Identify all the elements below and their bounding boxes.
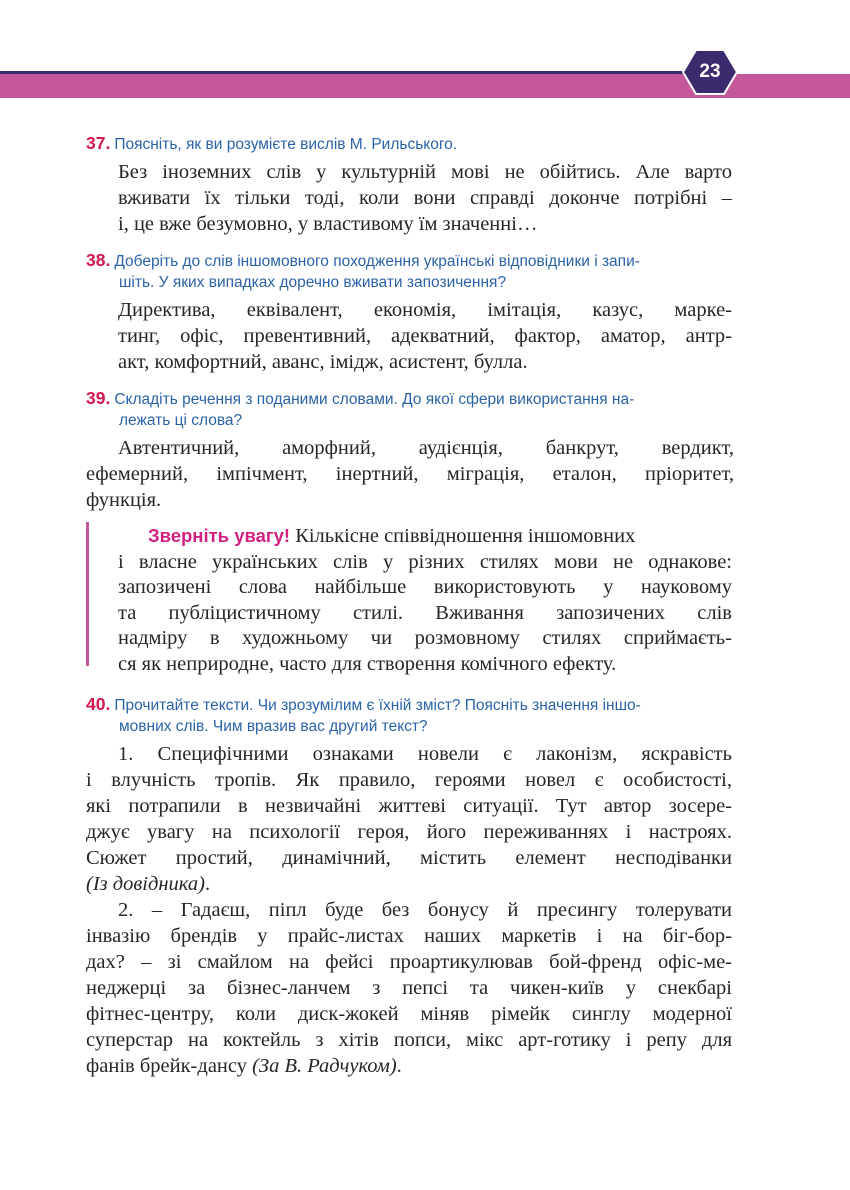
task-40-text-2 bbox=[86, 897, 732, 1079]
task-38-words bbox=[118, 297, 732, 375]
task-prompt-line: Прочитайте тексти. Чи зрозумілим є їхній зміст? Поясніть значення іншо- bbox=[114, 697, 641, 714]
task-39-words bbox=[86, 435, 734, 513]
task-40-text-1 bbox=[86, 741, 732, 897]
task-40-prompt bbox=[86, 694, 734, 737]
text-line: 1. Специфічними ознаками новели є лаконізм, яскравість bbox=[118, 743, 732, 765]
note-line: та публіцистичному стилі. Вживання запозичених слів bbox=[118, 601, 732, 624]
attention-heading: Зверніть увагу! bbox=[148, 525, 291, 546]
word-line: ефемерний, імпічмент, інертний, міграція, еталон, пріоритет, bbox=[86, 463, 734, 485]
task-prompt-line: мовних слів. Чим вразив вас другий текст? bbox=[119, 718, 428, 735]
task-prompt-line: лежать ці слова? bbox=[119, 412, 243, 429]
task-number: 37. bbox=[86, 133, 111, 153]
quote-line: вживати їх тільки тоді, коли вони справді доконче потрібні – bbox=[118, 187, 732, 209]
note-line: запозичені слова найбільше використовують у науковому bbox=[118, 576, 732, 598]
text-line: які потрапили в незвичайні життеві ситуації. Тут автор зосере- bbox=[86, 795, 732, 817]
text-line: суперстар на коктейль з хітів попси, мікс арт-готику і репу для bbox=[86, 1029, 732, 1051]
text-line: джує увагу на психології героя, його переживаннях і настроях. bbox=[86, 821, 732, 843]
note-line: ся як неприродне, часто для створення комічного ефекту. bbox=[118, 652, 617, 675]
text-line-end: . bbox=[204, 873, 211, 895]
task-38-prompt bbox=[86, 250, 734, 293]
page-number: 23 bbox=[699, 61, 721, 82]
text-line: фітнес-центру, коли диск-жокей міняв рімейк синглу модерної bbox=[86, 1003, 732, 1025]
task-37-prompt bbox=[86, 133, 734, 155]
text-source: (Із довідника) bbox=[86, 873, 205, 895]
task-number: 39. bbox=[86, 388, 111, 408]
text-line: неджерці за бізнес-ланчем з пепсі та чикен-київ у снекбарі bbox=[86, 977, 732, 999]
note-line: надміру в художньому чи розмовному стилях сприймаєть- bbox=[118, 627, 732, 649]
text-line: Сюжет простий, динамічний, містить елемент несподіванки bbox=[86, 847, 732, 869]
word-line: Автентичний, аморфний, аудієнція, банкрут, вердикт, bbox=[118, 437, 734, 459]
task-prompt-line: Складіть речення з поданими словами. До якої сфери використання на- bbox=[114, 391, 635, 408]
task-prompt: Поясніть, як ви розумієте вислів М. Рильського. bbox=[114, 136, 458, 153]
note-line: і власне українських слів у різних стилях мови не однакове: bbox=[118, 550, 732, 573]
task-37-quote bbox=[118, 159, 732, 237]
task-prompt-line: Доберіть до слів іншомовного походження українські відповідники і запи- bbox=[114, 253, 640, 270]
word-line: функція. bbox=[86, 489, 162, 511]
quote-line: Без іноземних слів у культурній мові не обійтись. Але варто bbox=[118, 161, 732, 183]
attention-note bbox=[118, 523, 732, 677]
text-line-end: . bbox=[396, 1055, 402, 1077]
quote-line: і, це вже безумовно, у властивому їм значенні… bbox=[118, 213, 538, 235]
text-source: (За В. Радчуком) bbox=[252, 1055, 397, 1077]
task-prompt-line: шіть. У яких випадках доречно вживати запозичення? bbox=[119, 274, 507, 291]
text-line: дах? – зі смайлом на фейсі проартикулював бой-френд офіс-ме- bbox=[86, 951, 732, 973]
task-number: 40. bbox=[86, 694, 111, 714]
note-accent-bar bbox=[86, 522, 89, 666]
task-number: 38. bbox=[86, 250, 111, 270]
note-text: Кількісне співвідношення іншомовних bbox=[290, 525, 636, 547]
text-line: інвазію брендів у прайс-листах наших маркетів і на біг-бор- bbox=[86, 925, 732, 947]
text-line: фанів брейк-дансу bbox=[86, 1055, 253, 1077]
word-line: акт, комфортний, аванс, імідж, асистент, булла. bbox=[118, 351, 528, 373]
word-line: Директива, еквівалент, економія, імітація, казус, марке- bbox=[118, 299, 732, 321]
page-number-badge bbox=[682, 48, 738, 96]
word-line: тинг, офіс, превентивний, адекватний, фактор, аматор, антр- bbox=[118, 325, 732, 347]
text-line: 2. – Гадаєш, піпл буде без бонусу й пресингу толерувати bbox=[118, 899, 732, 921]
task-39-prompt bbox=[86, 388, 734, 431]
text-line: і влучність тропів. Як правило, героями новел є особистості, bbox=[86, 769, 732, 791]
